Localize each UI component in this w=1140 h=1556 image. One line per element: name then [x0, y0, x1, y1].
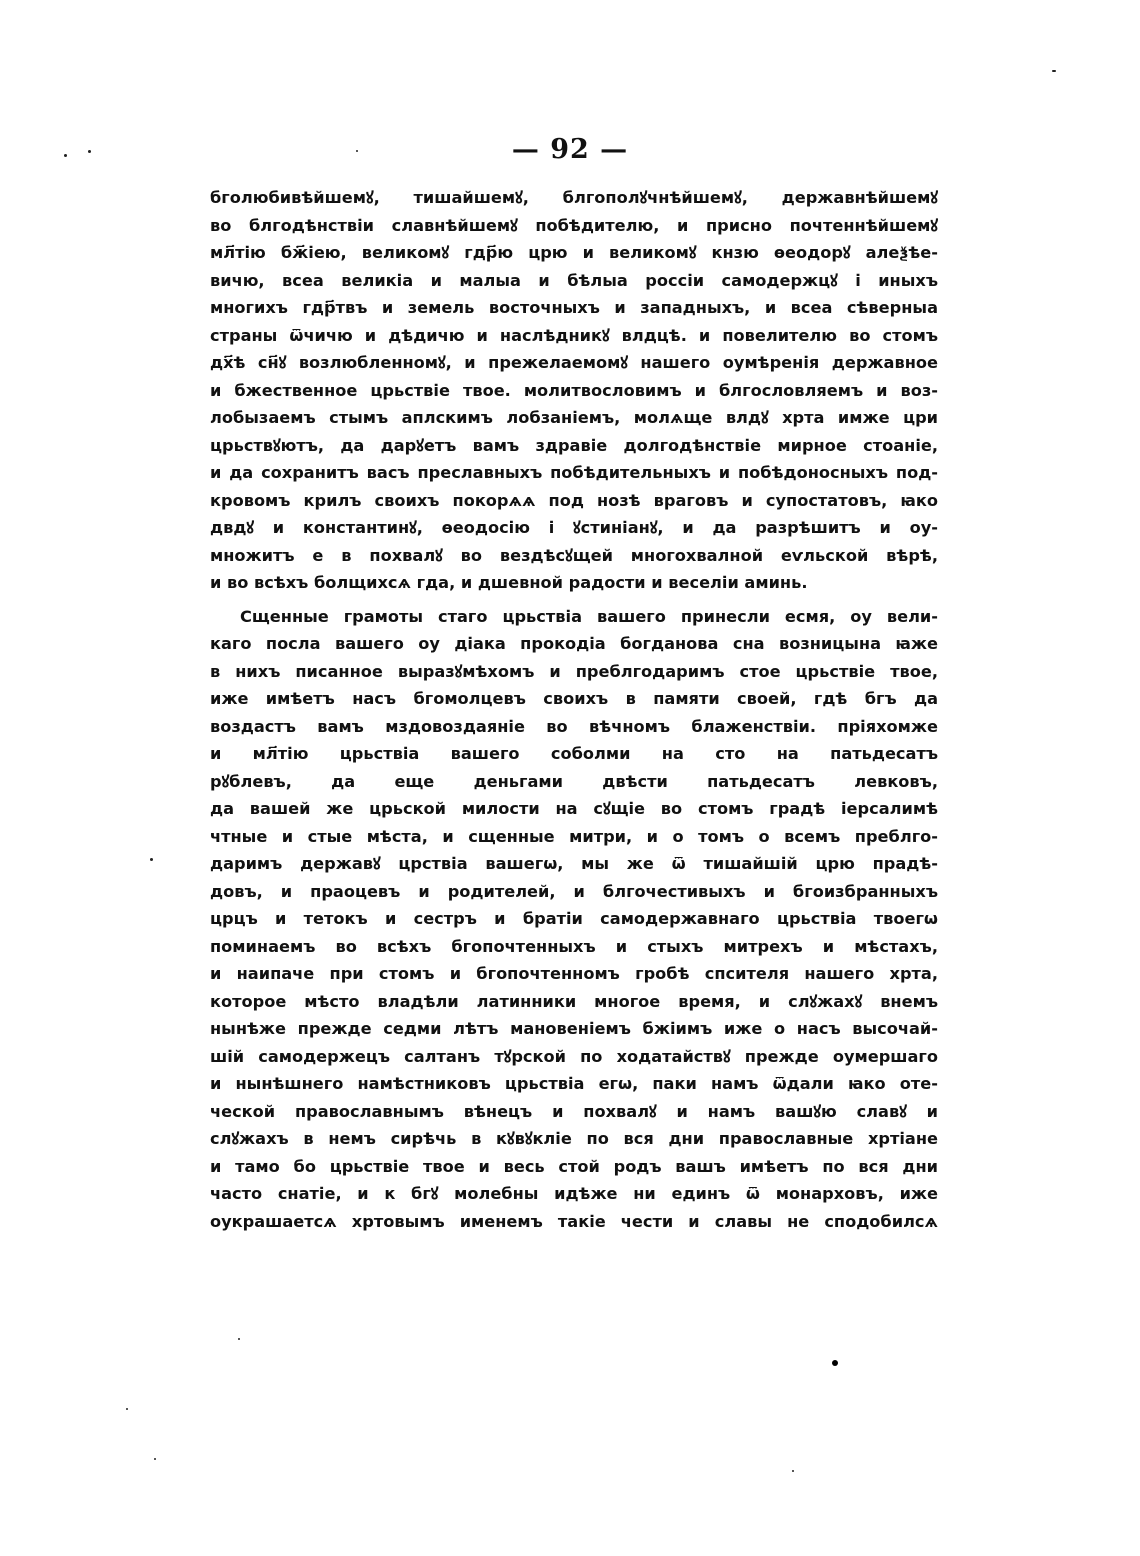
- scan-speck: [356, 150, 358, 152]
- text-line: чтные и стые мѣста, и сщенные митри, и о томъ о всемъ преблго-: [210, 826, 938, 846]
- scan-speck: [832, 1360, 838, 1366]
- text-line: лобызаемъ стымъ аплскимъ лобзаніемъ, молѧще влдꙋ хрта имже цри: [210, 408, 938, 427]
- paragraph-1: [210, 184, 938, 597]
- text-line: которое мѣсто владѣли латинники многое время, и слꙋжахꙋ внемъ: [210, 991, 938, 1011]
- scan-speck: [1052, 70, 1056, 72]
- text-line: и тамо бо црьствіе твое и весь стой родъ вашъ имѣетъ по вся дни: [210, 1156, 938, 1176]
- text-line: Сщенные грамоты стаго црьствіа вашего принесли есмя, оу вели-: [240, 606, 938, 626]
- text-line: мл҃тію бж҃іею, великомꙋ гдр҃ю црю и великомꙋ кнзю ѳеодорꙋ алеѯѣе-: [210, 243, 938, 262]
- document-body: [210, 184, 938, 1235]
- text-line: вичю, всеа великіа и малыа и бѣлыа россіи самодержцꙋ і иныхъ: [210, 270, 938, 290]
- text-line: дх҃ѣ сн҃ꙋ возлюбленномꙋ, и прежелаемомꙋ нашего оумѣренія державное: [210, 353, 938, 372]
- text-line: довъ, и праоцевъ и родителей, и блгочестивыхъ и бгоизбранныхъ: [210, 881, 938, 901]
- text-line: в нихъ писанное выразꙋмѣхомъ и преблгодаримъ стое црьствіе твое,: [210, 661, 938, 681]
- text-line: бголюбивѣйшемꙋ, тишайшемꙋ, блгополꙋчнѣйшемꙋ, державнѣйшемꙋ: [210, 188, 938, 207]
- text-line: поминаемъ во всѣхъ бгопочтенныхъ и стыхъ митрехъ и мѣстахъ,: [210, 936, 938, 956]
- text-line: и нынѣшнего намѣстниковъ црьствіа егѡ, паки намъ ѿдали ꙗко оте-: [210, 1074, 938, 1093]
- text-line: и наипаче при стомъ и бгопочтенномъ гробѣ спсителя нашего хрта,: [210, 964, 938, 983]
- text-line: иже имѣетъ насъ бгомолцевъ своихъ в памяти своей, гдѣ бгъ да: [210, 689, 938, 708]
- scan-speck: [126, 1408, 128, 1410]
- scan-speck: [88, 150, 91, 153]
- paragraph-2: [210, 603, 938, 1236]
- page-number: — 92 —: [511, 134, 629, 165]
- text-line: множитъ е в похвалꙋ во вездѣсꙋщей многохвалной еѵльской вѣрѣ,: [210, 545, 938, 565]
- text-line: ческой православнымъ вѣнецъ и похвалꙋ и намъ вашꙋю славꙋ и: [210, 1101, 938, 1121]
- text-line: двдꙋ и константинꙋ, ѳеодосію і ꙋстиніанꙋ, и да разрѣшитъ и оу-: [210, 518, 938, 537]
- text-line: црцъ и тетокъ и сестръ и братіи самодержавнаго црьствіа твоегѡ: [210, 909, 938, 928]
- text-line: шій самодержецъ салтанъ тꙋрской по ходатайствꙋ прежде оумершаго: [210, 1046, 938, 1066]
- text-line: даримъ державꙋ црствіа вашегѡ, мы же ѿ тишайшій црю прадѣ-: [210, 854, 938, 873]
- text-line: кровомъ крилъ своихъ покорѧѧ под нозѣ враговъ и супостатовъ, ꙗко: [210, 490, 938, 510]
- text-line: и бжественное црьствіе твое. молитвословимъ и блгословляемъ и воз-: [210, 380, 938, 400]
- text-line: оукрашаетсѧ хртовымъ именемъ такіе чести и славы не сподобилсѧ: [210, 1211, 938, 1231]
- scan-speck: [792, 1470, 794, 1472]
- text-line: црьствꙋютъ, да дарꙋетъ вамъ здравіе долгодѣнствіе мирное стоаніе,: [210, 435, 938, 455]
- text-line: воздастъ вамъ мздовоздаяніе во вѣчномъ блаженствіи. пріяхомже: [210, 716, 938, 736]
- text-line: часто снатіе, и к бгꙋ молебны идѣже ни единъ ѿ монарховъ, иже: [210, 1184, 938, 1203]
- text-line: слꙋжахъ в немъ сирѣчь в кꙋвꙋкліе по вся дни православные хртіане: [210, 1129, 938, 1148]
- text-line: и во всѣхъ болщихсѧ гда, и дшевной радости и веселіи аминь.: [210, 573, 808, 592]
- text-line: нынѣже прежде седми лѣтъ мановеніемъ бжіимъ иже о насъ высочай-: [210, 1019, 938, 1038]
- text-line: рꙋблевъ, да еще деньгами двѣсти патьдесатъ левковъ,: [210, 771, 938, 791]
- text-line: каго посла вашего оу діака прокодіа богданова сна возницына ꙗже: [210, 634, 938, 653]
- scan-speck: [154, 1458, 156, 1460]
- scan-speck: [238, 1338, 240, 1340]
- text-line: страны ѿчичю и дѣдичю и наслѣдникꙋ влдцѣ. и повелителю во стомъ: [210, 325, 938, 345]
- scan-speck: [150, 858, 153, 861]
- text-line: и мл҃тію црьствіа вашего соболми на сто на патьдесатъ: [210, 744, 938, 763]
- text-line: да вашей же црьской милости на сꙋщіе во стомъ градѣ іерсалимѣ: [210, 799, 938, 818]
- text-line: и да сохранитъ васъ преславныхъ побѣдительныхъ и побѣдоносныхъ под-: [210, 463, 938, 482]
- text-line: многихъ гдр҃твъ и земель восточныхъ и западныхъ, и всеа сѣверныа: [210, 298, 938, 317]
- scan-speck: [64, 154, 67, 157]
- text-line: во блгодѣнствіи славнѣйшемꙋ побѣдителю, и присно почтеннѣйшемꙋ: [210, 215, 938, 235]
